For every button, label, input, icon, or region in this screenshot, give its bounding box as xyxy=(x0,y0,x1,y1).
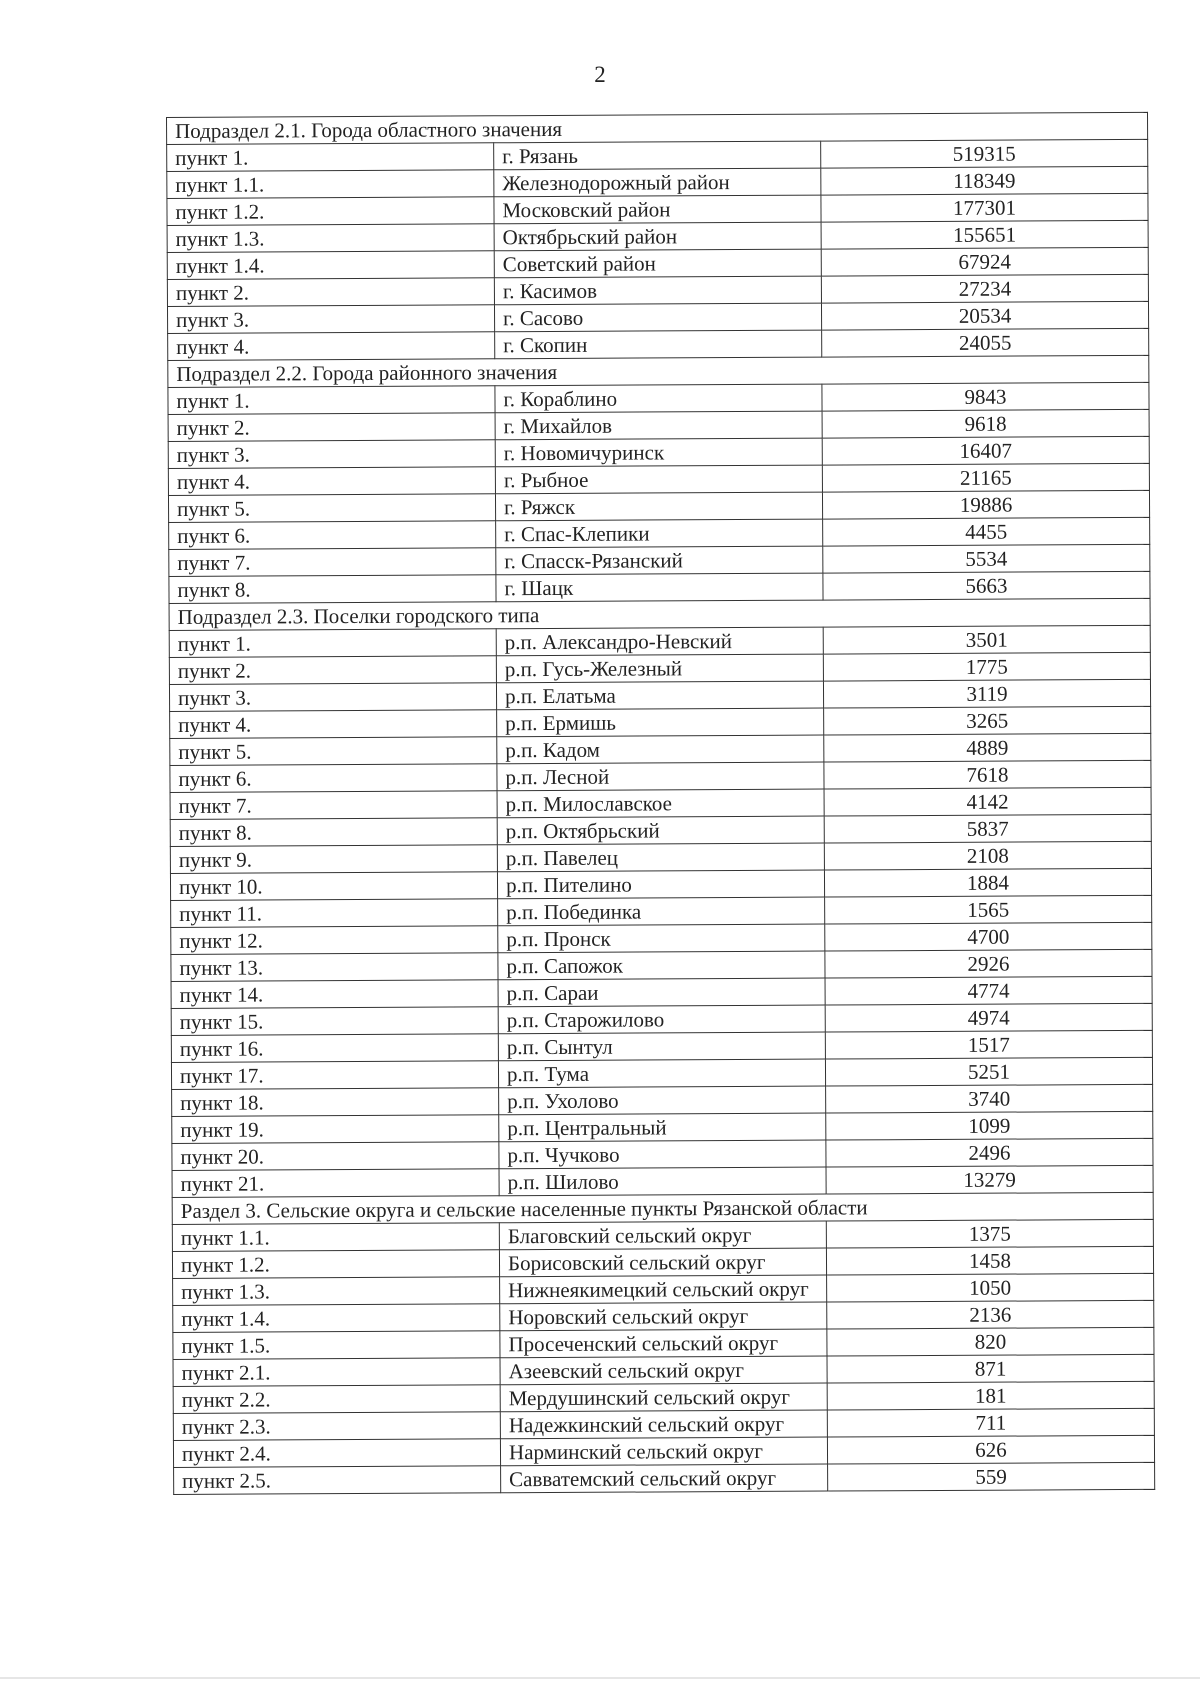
population-value-cell: 24055 xyxy=(822,328,1149,357)
population-value-cell: 1050 xyxy=(827,1273,1154,1302)
page-number: 2 xyxy=(594,62,606,87)
population-value-cell: 13279 xyxy=(826,1165,1153,1194)
settlement-name-cell: р.п. Кадом xyxy=(497,735,824,764)
settlement-name-cell: Норовский сельский округ xyxy=(500,1302,827,1331)
item-number-cell: пункт 1.4. xyxy=(167,251,494,280)
settlement-name-cell: р.п. Чучково xyxy=(499,1140,826,1169)
population-value-cell: 3119 xyxy=(823,679,1150,708)
item-number-cell: пункт 15. xyxy=(171,1007,498,1036)
population-value-cell: 711 xyxy=(827,1408,1154,1437)
item-number-cell: пункт 8. xyxy=(170,818,497,847)
population-value-cell: 1099 xyxy=(826,1111,1153,1140)
population-value-cell: 155651 xyxy=(821,220,1148,249)
settlement-name-cell: Октябрьский район xyxy=(494,222,821,251)
population-value-cell: 9843 xyxy=(822,382,1149,411)
settlement-name-cell: г. Ряжск xyxy=(495,492,822,521)
item-number-cell: пункт 6. xyxy=(169,521,496,550)
item-number-cell: пункт 1.2. xyxy=(167,197,494,226)
population-value-cell: 3501 xyxy=(823,625,1150,654)
settlement-name-cell: р.п. Александро-Невский xyxy=(496,627,823,656)
item-number-cell: пункт 2. xyxy=(167,278,494,307)
item-number-cell: пункт 2. xyxy=(169,656,496,685)
settlement-name-cell: Надежкинский сельский округ xyxy=(500,1410,827,1439)
item-number-cell: пункт 18. xyxy=(172,1088,499,1117)
population-value-cell: 4142 xyxy=(824,787,1151,816)
item-number-cell: пункт 5. xyxy=(168,494,495,523)
population-table xyxy=(166,112,1155,1495)
item-number-cell: пункт 19. xyxy=(172,1115,499,1144)
settlement-name-cell: р.п. Милославское xyxy=(497,789,824,818)
settlement-name-cell: Борисовский сельский округ xyxy=(499,1248,826,1277)
population-value-cell: 2496 xyxy=(826,1138,1153,1167)
settlement-name-cell: р.п. Елатьма xyxy=(496,681,823,710)
settlement-name-cell: р.п. Павелец xyxy=(497,843,824,872)
population-value-cell: 21165 xyxy=(822,463,1149,492)
settlement-name-cell: р.п. Ухолово xyxy=(499,1086,826,1115)
settlement-name-cell: р.п. Пронск xyxy=(498,924,825,953)
settlement-name-cell: г. Новомичуринск xyxy=(495,438,822,467)
item-number-cell: пункт 2.1. xyxy=(173,1358,500,1387)
item-number-cell: пункт 2.3. xyxy=(173,1412,500,1441)
item-number-cell: пункт 8. xyxy=(169,575,496,604)
item-number-cell: пункт 4. xyxy=(170,710,497,739)
item-number-cell: пункт 1.2. xyxy=(172,1250,499,1279)
section-title: Подраздел 2.2. Города районного значения xyxy=(168,355,1149,387)
settlement-name-cell: г. Рыбное xyxy=(495,465,822,494)
population-value-cell: 4974 xyxy=(825,1003,1152,1032)
population-value-cell: 3265 xyxy=(824,706,1151,735)
item-number-cell: пункт 2.2. xyxy=(173,1385,500,1414)
item-number-cell: пункт 1.3. xyxy=(173,1277,500,1306)
item-number-cell: пункт 16. xyxy=(171,1034,498,1063)
scan-edge-line xyxy=(0,1677,1200,1679)
item-number-cell: пункт 13. xyxy=(171,953,498,982)
population-value-cell: 1565 xyxy=(825,895,1152,924)
item-number-cell: пункт 1.1. xyxy=(167,170,494,199)
settlement-name-cell: г. Шацк xyxy=(496,573,823,602)
settlement-name-cell: р.п. Сапожок xyxy=(498,951,825,980)
item-number-cell: пункт 9. xyxy=(170,845,497,874)
item-number-cell: пункт 2. xyxy=(168,413,495,442)
settlement-name-cell: г. Скопин xyxy=(495,330,822,359)
population-value-cell: 181 xyxy=(827,1381,1154,1410)
item-number-cell: пункт 21. xyxy=(172,1169,499,1198)
settlement-name-cell: г. Спасск-Рязанский xyxy=(496,546,823,575)
population-value-cell: 1517 xyxy=(825,1030,1152,1059)
item-number-cell: пункт 1.4. xyxy=(173,1304,500,1333)
settlement-name-cell: р.п. Сараи xyxy=(498,978,825,1007)
population-value-cell: 5251 xyxy=(825,1057,1152,1086)
population-value-cell: 20534 xyxy=(821,301,1148,330)
settlement-name-cell: р.п. Шилово xyxy=(499,1167,826,1196)
settlement-name-cell: Московский район xyxy=(494,195,821,224)
settlement-name-cell: р.п. Тума xyxy=(498,1059,825,1088)
settlement-name-cell: г. Сасово xyxy=(494,303,821,332)
settlement-name-cell: г. Касимов xyxy=(494,276,821,305)
settlement-name-cell: Железнодорожный район xyxy=(494,168,821,197)
population-value-cell: 1775 xyxy=(823,652,1150,681)
population-value-cell: 2136 xyxy=(827,1300,1154,1329)
population-value-cell: 177301 xyxy=(821,193,1148,222)
item-number-cell: пункт 17. xyxy=(171,1061,498,1090)
settlement-name-cell: г. Кораблино xyxy=(495,384,822,413)
settlement-name-cell: р.п. Ермишь xyxy=(497,708,824,737)
item-number-cell: пункт 3. xyxy=(168,440,495,469)
item-number-cell: пункт 20. xyxy=(172,1142,499,1171)
settlement-name-cell: г. Рязань xyxy=(494,141,821,170)
item-number-cell: пункт 10. xyxy=(170,872,497,901)
section-title: Раздел 3. Сельские округа и сельские населенные пункты Рязанской области xyxy=(172,1192,1153,1224)
item-number-cell: пункт 3. xyxy=(169,683,496,712)
population-value-cell: 559 xyxy=(828,1462,1155,1491)
item-number-cell: пункт 1.5. xyxy=(173,1331,500,1360)
population-value-cell: 9618 xyxy=(822,409,1149,438)
settlement-name-cell: р.п. Старожилово xyxy=(498,1005,825,1034)
item-number-cell: пункт 7. xyxy=(169,548,496,577)
item-number-cell: пункт 12. xyxy=(171,926,498,955)
item-number-cell: пункт 1. xyxy=(168,386,495,415)
settlement-name-cell: р.п. Лесной xyxy=(497,762,824,791)
population-value-cell: 19886 xyxy=(822,490,1149,519)
settlement-name-cell: Просеченский сельский округ xyxy=(500,1329,827,1358)
population-value-cell: 4774 xyxy=(825,976,1152,1005)
population-value-cell: 5837 xyxy=(824,814,1151,843)
population-value-cell: 871 xyxy=(827,1354,1154,1383)
settlement-name-cell: Нарминский сельский округ xyxy=(500,1437,827,1466)
population-value-cell: 1375 xyxy=(826,1219,1153,1248)
item-number-cell: пункт 7. xyxy=(170,791,497,820)
population-value-cell: 626 xyxy=(827,1435,1154,1464)
settlement-name-cell: Нижнеякимецкий сельский округ xyxy=(500,1275,827,1304)
item-number-cell: пункт 3. xyxy=(167,305,494,334)
population-value-cell: 118349 xyxy=(821,166,1148,195)
item-number-cell: пункт 1. xyxy=(167,143,494,172)
table-body xyxy=(167,112,1155,1494)
item-number-cell: пункт 2.5. xyxy=(174,1466,501,1495)
settlement-name-cell: р.п. Центральный xyxy=(499,1113,826,1142)
item-number-cell: пункт 4. xyxy=(168,467,495,496)
population-value-cell: 4700 xyxy=(825,922,1152,951)
item-number-cell: пункт 1.3. xyxy=(167,224,494,253)
settlement-name-cell: р.п. Гусь-Железный xyxy=(496,654,823,683)
item-number-cell: пункт 5. xyxy=(170,737,497,766)
population-value-cell: 67924 xyxy=(821,247,1148,276)
population-value-cell: 7618 xyxy=(824,760,1151,789)
item-number-cell: пункт 2.4. xyxy=(173,1439,500,1468)
item-number-cell: пункт 6. xyxy=(170,764,497,793)
item-number-cell: пункт 1.1. xyxy=(172,1223,499,1252)
settlement-name-cell: г. Спас-Клепики xyxy=(496,519,823,548)
population-value-cell: 5534 xyxy=(823,544,1150,573)
item-number-cell: пункт 11. xyxy=(171,899,498,928)
population-value-cell: 27234 xyxy=(821,274,1148,303)
population-value-cell: 16407 xyxy=(822,436,1149,465)
population-value-cell: 2926 xyxy=(825,949,1152,978)
population-value-cell: 1458 xyxy=(826,1246,1153,1275)
population-value-cell: 4455 xyxy=(823,517,1150,546)
item-number-cell: пункт 14. xyxy=(171,980,498,1009)
settlement-name-cell: р.п. Пителино xyxy=(497,870,824,899)
population-value-cell: 820 xyxy=(827,1327,1154,1356)
item-number-cell: пункт 1. xyxy=(169,629,496,658)
settlement-name-cell: Савватемский сельский округ xyxy=(501,1464,828,1493)
settlement-name-cell: Благовский сельский округ xyxy=(499,1221,826,1250)
table-row xyxy=(174,1462,1155,1494)
population-value-cell: 4889 xyxy=(824,733,1151,762)
settlement-name-cell: г. Михайлов xyxy=(495,411,822,440)
settlement-name-cell: Советский район xyxy=(494,249,821,278)
settlement-name-cell: р.п. Побединка xyxy=(498,897,825,926)
settlement-name-cell: р.п. Сынтул xyxy=(498,1032,825,1061)
item-number-cell: пункт 4. xyxy=(168,332,495,361)
population-value-cell: 519315 xyxy=(821,139,1148,168)
population-value-cell: 2108 xyxy=(824,841,1151,870)
population-value-cell: 3740 xyxy=(826,1084,1153,1113)
population-value-cell: 1884 xyxy=(824,868,1151,897)
settlement-name-cell: Азеевский сельский округ xyxy=(500,1356,827,1385)
section-title: Подраздел 2.1. Города областного значения xyxy=(167,112,1148,144)
population-value-cell: 5663 xyxy=(823,571,1150,600)
section-title: Подраздел 2.3. Поселки городского типа xyxy=(169,598,1150,630)
settlement-name-cell: Мердушинский сельский округ xyxy=(500,1383,827,1412)
settlement-name-cell: р.п. Октябрьский xyxy=(497,816,824,845)
